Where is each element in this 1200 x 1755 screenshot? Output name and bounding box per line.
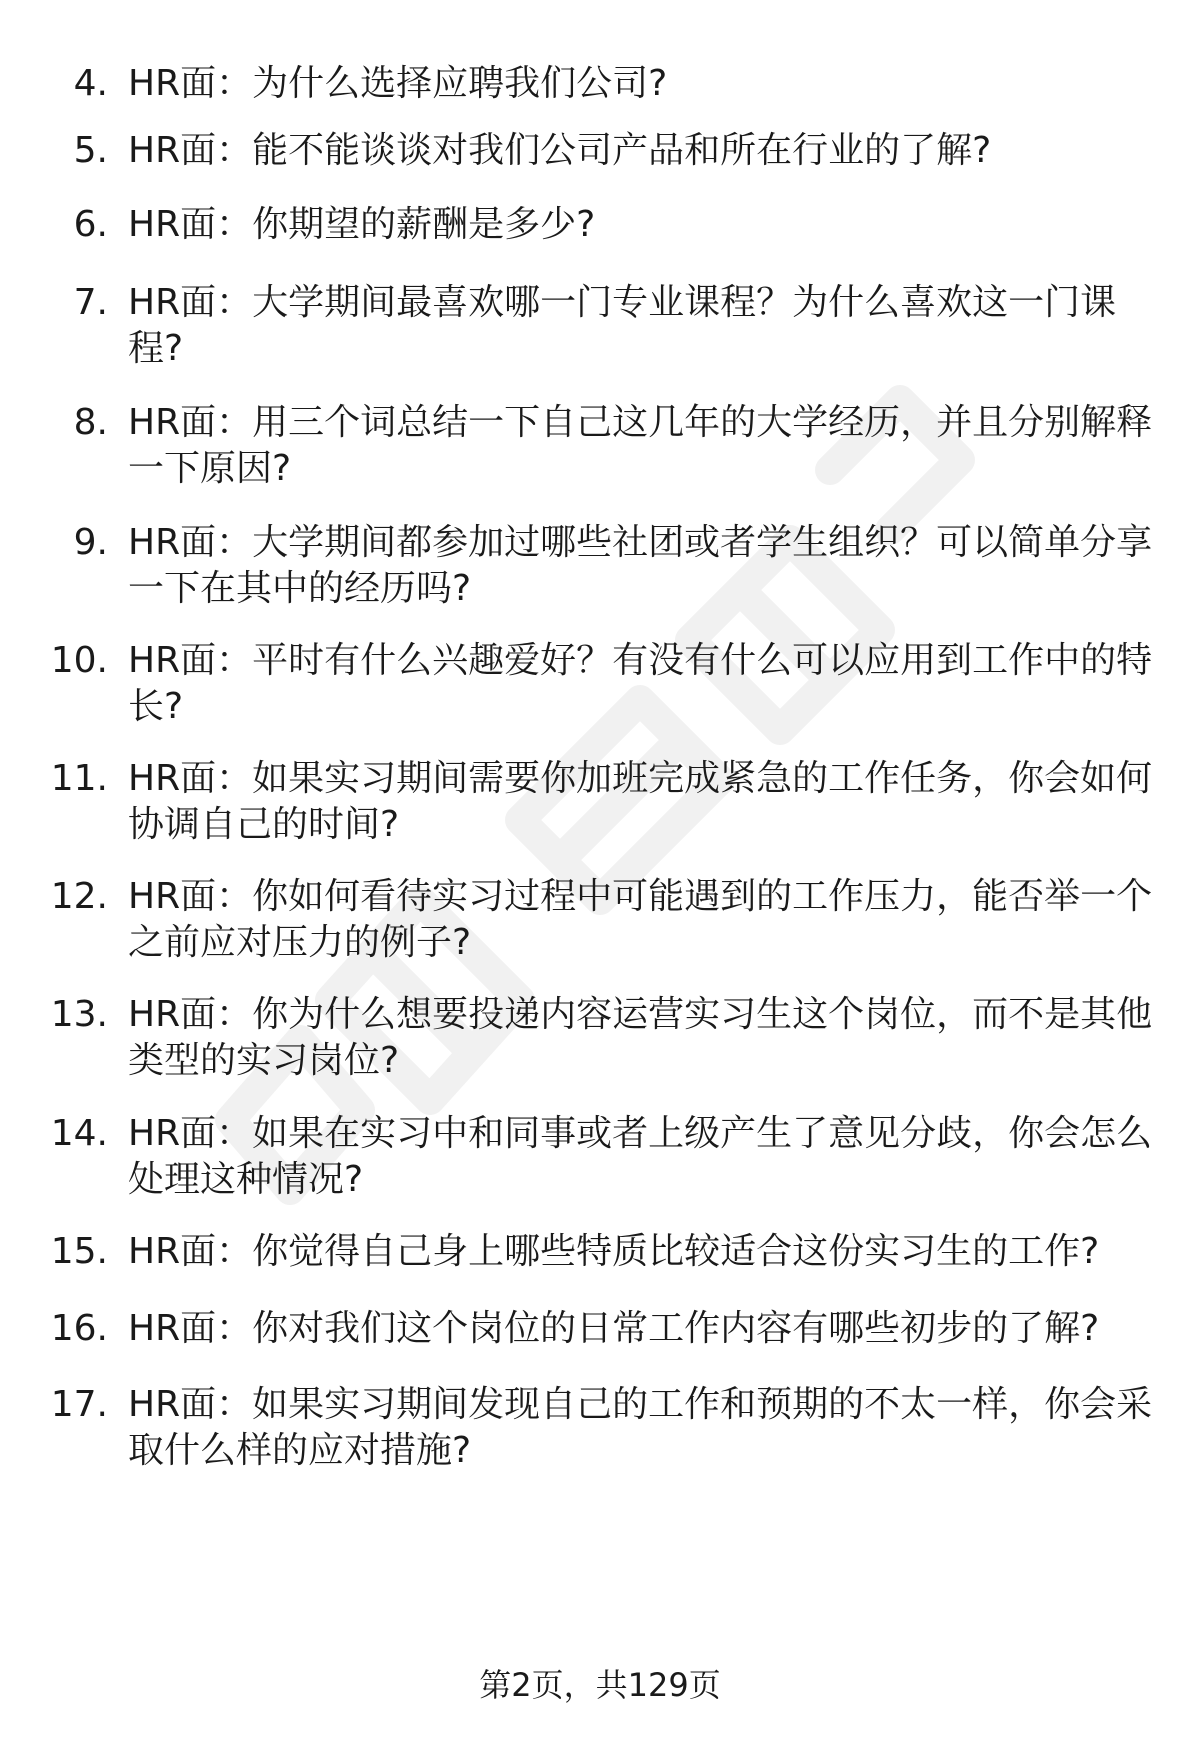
question-number: 16. <box>50 1308 108 1349</box>
question-text: HR面：你觉得自己身上哪些特质比较适合这份实习生的工作? <box>128 1231 1100 1272</box>
question-text: HR面：大学期间都参加过哪些社团或者学生组织？可以简单分享一下在其中的经历吗? <box>128 522 1153 609</box>
question-text: HR面：你为什么想要投递内容运营实习生这个岗位，而不是其他类型的实习岗位? <box>128 994 1153 1081</box>
question-number: 12. <box>50 876 108 917</box>
question-text: HR面：如果实习期间发现自己的工作和预期的不太一样，你会采取什么样的应对措施? <box>128 1384 1153 1471</box>
question-text: HR面：为什么选择应聘我们公司? <box>128 63 668 104</box>
question-number: 10. <box>50 640 108 681</box>
question-number: 8. <box>73 402 108 443</box>
question-number: 6. <box>73 204 108 245</box>
question-text: HR面：你如何看待实习过程中可能遇到的工作压力，能否举一个之前应对压力的例子? <box>128 876 1153 963</box>
question-number: 17. <box>50 1384 108 1425</box>
page-footer: 第2页，共129页 <box>479 1666 721 1704</box>
question-number: 11. <box>50 758 108 799</box>
question-text: HR面：平时有什么兴趣爱好？有没有什么可以应用到工作中的特长? <box>128 640 1153 727</box>
question-number: 5. <box>73 130 108 171</box>
question-text: HR面：你对我们这个岗位的日常工作内容有哪些初步的了解? <box>128 1308 1100 1349</box>
question-text: HR面：能不能谈谈对我们公司产品和所在行业的了解? <box>128 130 992 171</box>
question-number: 4. <box>73 63 108 104</box>
question-number: 14. <box>50 1113 108 1154</box>
question-number: 15. <box>50 1231 108 1272</box>
question-text: HR面：如果实习期间需要你加班完成紧急的工作任务，你会如何协调自己的时间? <box>128 758 1153 845</box>
question-text: HR面：用三个词总结一下自己这几年的大学经历，并且分别解释一下原因? <box>128 402 1153 489</box>
question-text: HR面：你期望的薪酬是多少? <box>128 204 596 245</box>
question-text: HR面：大学期间最喜欢哪一门专业课程？为什么喜欢这一门课程? <box>128 282 1117 369</box>
question-number: 9. <box>73 522 108 563</box>
question-number: 7. <box>73 282 108 323</box>
question-text: HR面：如果在实习中和同事或者上级产生了意见分歧，你会怎么处理这种情况? <box>128 1113 1153 1200</box>
question-number: 13. <box>50 994 108 1035</box>
